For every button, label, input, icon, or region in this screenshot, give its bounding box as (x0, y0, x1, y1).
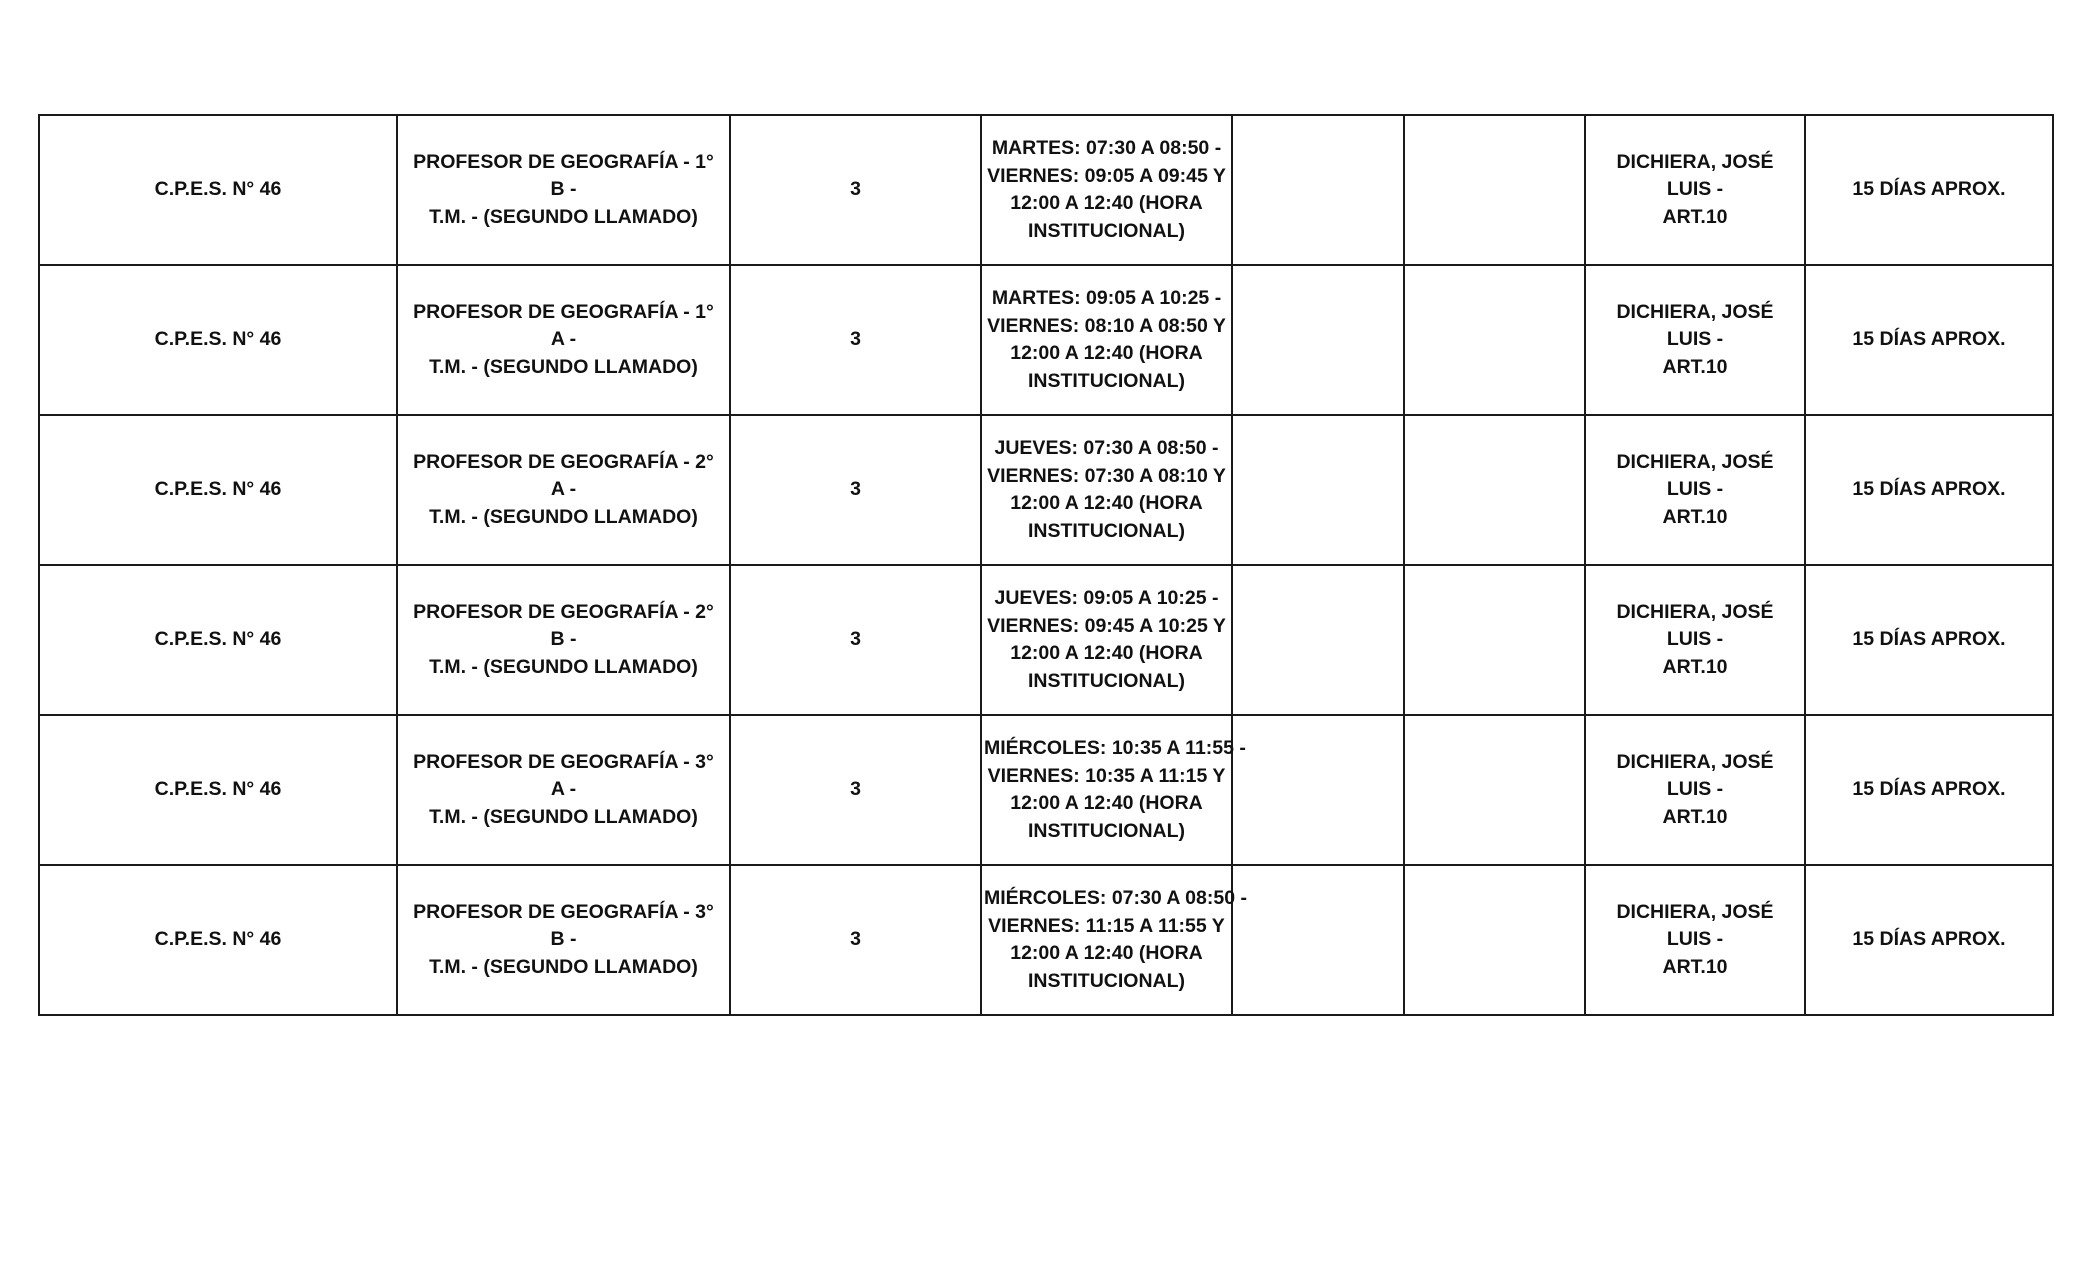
empty-cell (1404, 865, 1585, 1015)
school-cell: C.P.E.S. N° 46 (39, 265, 397, 415)
schedule-cell: MIÉRCOLES: 10:35 A 11:55 - VIERNES: 10:35 A 11:15 Y 12:00 A 12:40 (HORA INSTITUCIONAL) (981, 715, 1232, 865)
hours-cell: 3 (730, 715, 981, 865)
position-cell: PROFESOR DE GEOGRAFÍA - 2° B - T.M. - (SEGUNDO LLAMADO) (397, 565, 730, 715)
teacher-cell: DICHIERA, JOSÉ LUIS - ART.10 (1585, 565, 1805, 715)
empty-cell (1404, 415, 1585, 565)
table-row (39, 115, 2053, 265)
table-row (39, 865, 2053, 1015)
hours-cell: 3 (730, 565, 981, 715)
duration-cell: 15 DÍAS APROX. (1805, 715, 2053, 865)
table-row (39, 265, 2053, 415)
teacher-cell: DICHIERA, JOSÉ LUIS - ART.10 (1585, 415, 1805, 565)
schedule-cell: JUEVES: 07:30 A 08:50 - VIERNES: 07:30 A 08:10 Y 12:00 A 12:40 (HORA INSTITUCIONAL) (981, 415, 1232, 565)
duration-cell: 15 DÍAS APROX. (1805, 565, 2053, 715)
teacher-cell: DICHIERA, JOSÉ LUIS - ART.10 (1585, 715, 1805, 865)
teacher-cell: DICHIERA, JOSÉ LUIS - ART.10 (1585, 865, 1805, 1015)
position-cell: PROFESOR DE GEOGRAFÍA - 3° B - T.M. - (SEGUNDO LLAMADO) (397, 865, 730, 1015)
hours-cell: 3 (730, 265, 981, 415)
school-cell: C.P.E.S. N° 46 (39, 115, 397, 265)
schedule-cell: MARTES: 07:30 A 08:50 - VIERNES: 09:05 A 09:45 Y 12:00 A 12:40 (HORA INSTITUCIONAL) (981, 115, 1232, 265)
schedule-cell: MIÉRCOLES: 07:30 A 08:50 - VIERNES: 11:15 A 11:55 Y 12:00 A 12:40 (HORA INSTITUCIONAL) (981, 865, 1232, 1015)
table-row (39, 415, 2053, 565)
duration-cell: 15 DÍAS APROX. (1805, 115, 2053, 265)
position-cell: PROFESOR DE GEOGRAFÍA - 3° A - T.M. - (SEGUNDO LLAMADO) (397, 715, 730, 865)
empty-cell (1404, 715, 1585, 865)
position-cell: PROFESOR DE GEOGRAFÍA - 1° B - T.M. - (SEGUNDO LLAMADO) (397, 115, 730, 265)
hours-cell: 3 (730, 415, 981, 565)
empty-cell (1404, 565, 1585, 715)
duration-cell: 15 DÍAS APROX. (1805, 265, 2053, 415)
school-cell: C.P.E.S. N° 46 (39, 565, 397, 715)
table-row (39, 715, 2053, 865)
vacancy-table (38, 114, 2054, 1016)
schedule-cell: MARTES: 09:05 A 10:25 - VIERNES: 08:10 A 08:50 Y 12:00 A 12:40 (HORA INSTITUCIONAL) (981, 265, 1232, 415)
empty-cell (1232, 565, 1404, 715)
schedule-cell: JUEVES: 09:05 A 10:25 - VIERNES: 09:45 A 10:25 Y 12:00 A 12:40 (HORA INSTITUCIONAL) (981, 565, 1232, 715)
school-cell: C.P.E.S. N° 46 (39, 415, 397, 565)
empty-cell (1232, 865, 1404, 1015)
duration-cell: 15 DÍAS APROX. (1805, 865, 2053, 1015)
position-cell: PROFESOR DE GEOGRAFÍA - 2° A - T.M. - (SEGUNDO LLAMADO) (397, 415, 730, 565)
school-cell: C.P.E.S. N° 46 (39, 865, 397, 1015)
empty-cell (1232, 265, 1404, 415)
empty-cell (1232, 715, 1404, 865)
empty-cell (1232, 415, 1404, 565)
duration-cell: 15 DÍAS APROX. (1805, 415, 2053, 565)
hours-cell: 3 (730, 865, 981, 1015)
empty-cell (1404, 115, 1585, 265)
position-cell: PROFESOR DE GEOGRAFÍA - 1° A - T.M. - (SEGUNDO LLAMADO) (397, 265, 730, 415)
table-row (39, 565, 2053, 715)
empty-cell (1232, 115, 1404, 265)
empty-cell (1404, 265, 1585, 415)
hours-cell: 3 (730, 115, 981, 265)
school-cell: C.P.E.S. N° 46 (39, 715, 397, 865)
teacher-cell: DICHIERA, JOSÉ LUIS - ART.10 (1585, 265, 1805, 415)
teacher-cell: DICHIERA, JOSÉ LUIS - ART.10 (1585, 115, 1805, 265)
